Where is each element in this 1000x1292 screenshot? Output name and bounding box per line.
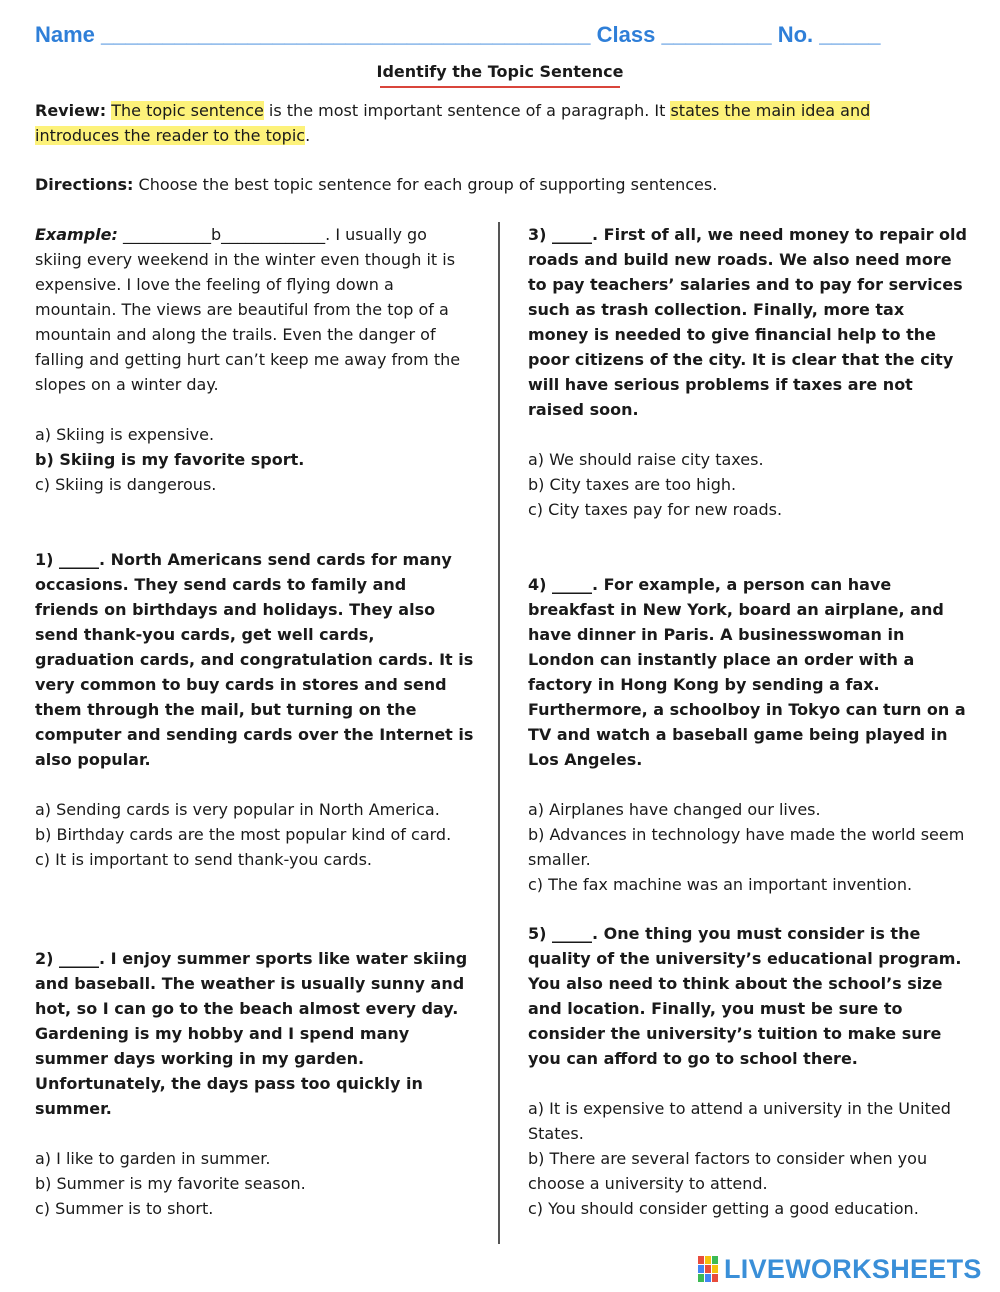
question-3-options [528, 447, 968, 522]
example-paragraph [35, 222, 475, 397]
example-text: . I usually go skiing every weekend in the winter even though it is expensive. I love the feeling of flying down a mountain. The views are beautiful from the top of a mountain and along the trails. Even the danger of falling and getting hurt can’t keep me away from the slopes on a winter day. [35, 225, 461, 394]
column-divider [498, 222, 500, 1244]
question-5-option-a[interactable]: a) It is expensive to attend a university in the United States. [528, 1099, 951, 1143]
name-line[interactable]: ________________________________________ [101, 22, 591, 47]
example-options [35, 422, 475, 497]
question-3-paragraph[interactable]: 3) _____. First of all, we need money to repair old roads and build new roads. We also need more to pay teachers’ salaries and to pay for services such as trash collection. Finally, more tax money is needed to give financial help to the poor citizens of the city. It is clear that the city will have serious problems if taxes are not raised soon. [528, 225, 967, 419]
question-1-option-a[interactable]: a) Sending cards is very popular in North America. [35, 800, 440, 819]
question-3-block [528, 222, 968, 522]
example-option-c: c) Skiing is dangerous. [35, 475, 217, 494]
question-4-option-c[interactable]: c) The fax machine was an important invention. [528, 875, 913, 894]
example-option-a: a) Skiing is expensive. [35, 425, 215, 444]
question-2-paragraph[interactable]: 2) _____. I enjoy summer sports like water skiing and baseball. The weather is usually sunny and hot, so I can go to the beach almost every day. Gardening is my hobby and I spend many summer days working in my garden. Unfortunately, the days pass too quickly in summer. [35, 949, 468, 1118]
review-highlight-1: The topic sentence [111, 101, 264, 120]
question-2-option-b[interactable]: b) Summer is my favorite season. [35, 1174, 306, 1193]
question-1-options [35, 797, 475, 872]
question-2-option-a[interactable]: a) I like to garden in summer. [35, 1149, 271, 1168]
directions-label: Directions: [35, 175, 134, 194]
title-underline [380, 86, 620, 88]
question-4-block [528, 572, 968, 897]
name-label: Name [35, 22, 95, 47]
question-2-option-c[interactable]: c) Summer is to short. [35, 1199, 214, 1218]
student-info-header [35, 22, 975, 48]
question-1-paragraph[interactable]: 1) _____. North Americans send cards for many occasions. They send cards to family and friends on birthdays and holidays. They also send thank-you cards, get well cards, graduation cards, and congratulation cards. It is very common to buy cards in stores and send them through the mail, but turning on the computer and sending cards over the Internet is also popular. [35, 550, 474, 769]
example-answer: b [211, 225, 222, 244]
example-blank-post: _____________ [221, 225, 326, 244]
example-label: Example: [35, 225, 118, 244]
question-1-option-c[interactable]: c) It is important to send thank-you cards. [35, 850, 372, 869]
class-line[interactable]: _________ [661, 22, 772, 47]
question-4-option-a[interactable]: a) Airplanes have changed our lives. [528, 800, 821, 819]
liveworksheets-logo-icon [698, 1256, 720, 1282]
example-blank-pre: ___________ [117, 225, 211, 244]
question-2-options [35, 1146, 475, 1221]
question-5-option-c[interactable]: c) You should consider getting a good education. [528, 1199, 919, 1218]
question-2-block [35, 946, 475, 1221]
question-5-options [528, 1096, 968, 1221]
logo-text: LIVEWORKSHEETS [724, 1253, 982, 1284]
question-5-option-b[interactable]: b) There are several factors to consider when you choose a university to attend. [528, 1149, 928, 1193]
review-end: . [305, 126, 311, 145]
question-5-block [528, 921, 968, 1221]
class-label: Class [596, 22, 656, 47]
question-4-options [528, 797, 968, 897]
question-3-option-c[interactable]: c) City taxes pay for new roads. [528, 500, 783, 519]
question-1-block [35, 547, 475, 872]
liveworksheets-logo[interactable] [698, 1254, 982, 1284]
review-paragraph [35, 98, 945, 148]
example-option-b: b) Skiing is my favorite sport. [35, 450, 305, 469]
review-label: Review: [35, 101, 107, 120]
question-4-option-b[interactable]: b) Advances in technology have made the world seem smaller. [528, 825, 965, 869]
directions-text: Choose the best topic sentence for each group of supporting sentences. [133, 175, 718, 194]
review-highlight-2: states the main idea and introduces the reader to the topic [35, 101, 871, 145]
review-text: is the most important sentence of a paragraph. It [263, 101, 671, 120]
worksheet-title: Identify the Topic Sentence [376, 62, 624, 81]
question-4-paragraph[interactable]: 4) _____. For example, a person can have breakfast in New York, board an airplane, and have dinner in Paris. A businesswoman in London can instantly place an order with a factory in Hong Kong by sending a fax. Furthermore, a schoolboy in Tokyo can turn on a TV and watch a baseball game being played in Los Angeles. [528, 575, 966, 769]
number-line[interactable]: _____ [819, 22, 881, 47]
question-1-option-b[interactable]: b) Birthday cards are the most popular kind of card. [35, 825, 452, 844]
example-block [35, 222, 475, 497]
question-3-option-b[interactable]: b) City taxes are too high. [528, 475, 737, 494]
question-5-paragraph[interactable]: 5) _____. One thing you must consider is the quality of the university’s educational program. You also need to think about the school’s size and location. Finally, you must be sure to consider the university’s tuition to make sure you can afford to go to school there. [528, 924, 962, 1068]
number-label: No. [777, 22, 814, 47]
directions-paragraph [35, 172, 955, 197]
question-3-option-a[interactable]: a) We should raise city taxes. [528, 450, 764, 469]
